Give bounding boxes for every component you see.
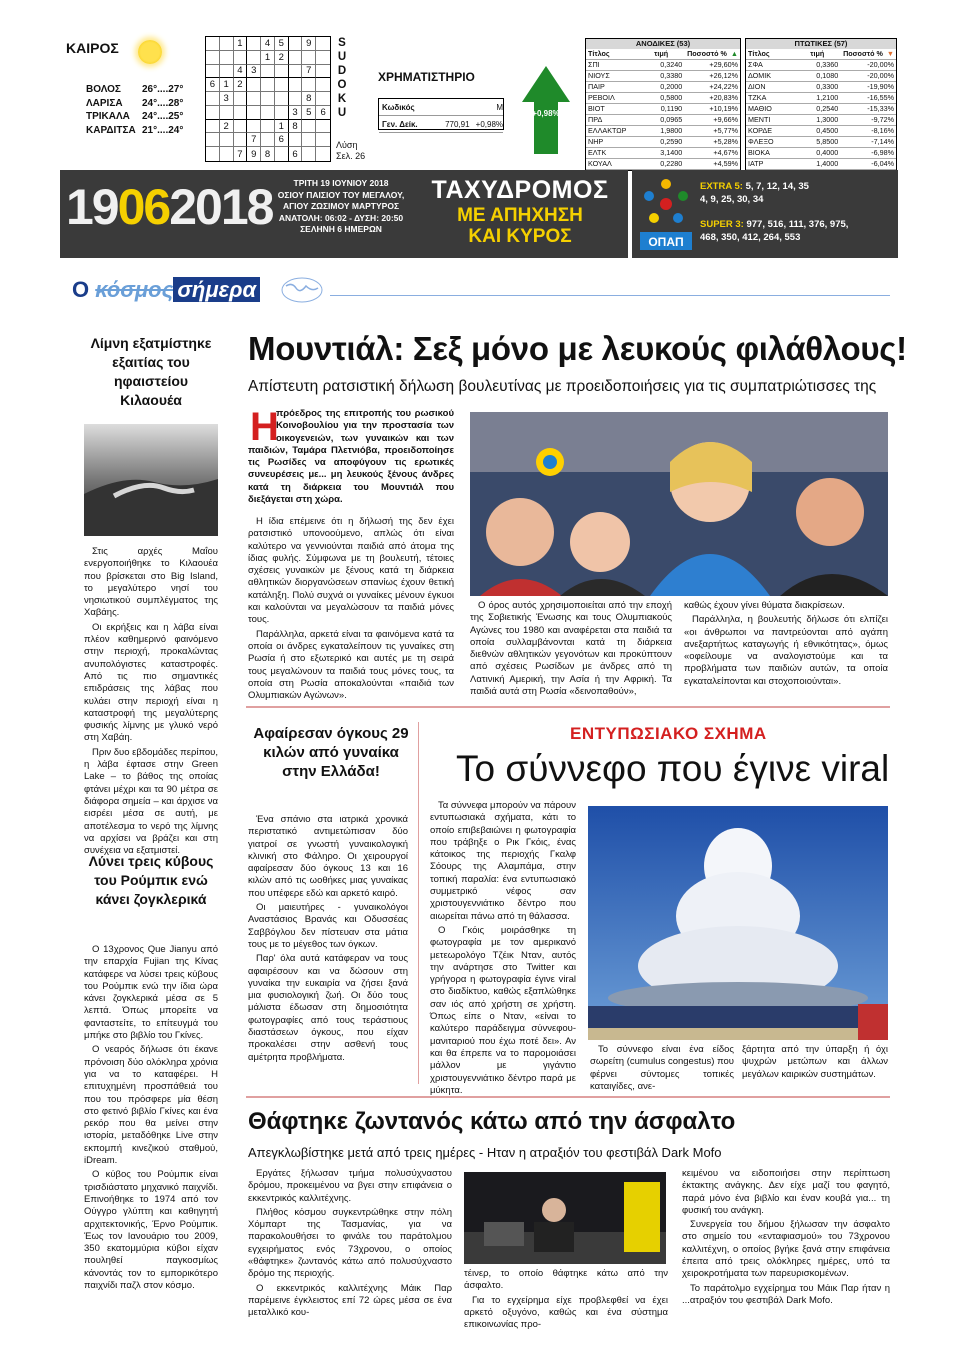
table-row xyxy=(586,115,740,126)
table-cell: -20,00% xyxy=(867,71,894,80)
stock-title: ΧΡΗΜΑΤΙΣΤΗΡΙΟ xyxy=(378,70,475,84)
table-cell: +4,67% xyxy=(713,148,738,157)
sudoku-cell xyxy=(261,78,275,92)
sudoku-cell: 4 xyxy=(234,65,248,79)
table-cell: ΦΛΕΞΟ xyxy=(748,137,774,146)
losers-header: Τίτλος τιμή Ποσοστό % ▼ xyxy=(746,49,896,60)
buried-col2: τέινερ, το οποίο θάφτηκε κάτω από την άσφαλτο. Για το εγχείρημα είχε προβλεφθεί να έχει αρκετό οξυγόνο, καθώς και ένα σύστημα επικοινωνίας προ- xyxy=(464,1268,668,1331)
sudoku-cell xyxy=(275,78,289,92)
table-cell: 0,2590 xyxy=(660,137,683,146)
mundial-subtitle: Απίστευτη ρατσιστική δήλωση βουλευτίνας με προειδοποιήσεις για τις συμπατριώτισσες της xyxy=(248,378,877,395)
table-row xyxy=(586,148,740,159)
sudoku-cell: 6 xyxy=(316,106,330,120)
table-cell: 0,5800 xyxy=(660,93,683,102)
weather-title: ΚΑΙΡΟΣ xyxy=(66,40,119,56)
table-cell: +24,22% xyxy=(709,82,738,91)
sudoku-cell: 2 xyxy=(220,120,234,134)
table-cell: 1,4000 xyxy=(816,159,839,168)
buried-col1: Εργάτες ξήλωσαν τμήμα πολυσύχναστου δρόμου, προκειμένου να βγει στην επιφάνεια ο εκκεντρικός καλλιτέχνης. Πλήθος κόσμου συγκεντρώθηκε στην πόλη Χόμπαρτ της Τασμανίας, για να παρακολουθήσει το φινάλε του παράτολμου εγχειρήματος ενός 73χρονου, ο οποίος «θάφτηκε» ζωντανός κάτω από πολυσύχναστο δρόμο της περιοχής. Ο εκκεντρικός καλλιτέχνης Μάικ Παρ παρέμεινε έγκλειστος επί 72 ώρες μέσα σε ένα μεταλλικό κου- xyxy=(248,1168,452,1319)
sudoku-cell xyxy=(206,65,220,79)
sudoku-cell xyxy=(316,120,330,134)
table-cell: ΕΛΛΑΚΤΩΡ xyxy=(588,126,627,135)
table-row xyxy=(746,159,896,170)
buried-subtitle: Απεγκλωβίστηκε μετά από τρεις ημέρες - Ηταν η ατραξιόν του φεστιβάλ Dark Mofo xyxy=(248,1145,722,1160)
sudoku-solution-ref: Λύση Σελ. 26 xyxy=(336,140,366,161)
cloud-title: Το σύννεφο που έγινε viral xyxy=(456,748,890,789)
newspaper-motto: ΤΑΧΥΔΡΟΜΟΣ ΜΕ ΑΠΗΧΗΣΗ ΚΑΙ ΚΥΡΟΣ xyxy=(431,176,609,247)
table-cell: 0,2540 xyxy=(816,104,839,113)
sudoku-cell xyxy=(206,51,220,65)
sudoku-cell: 4 xyxy=(261,37,275,51)
weather-row: ΛΑΡΙΣΑ 24°....28° xyxy=(86,97,184,109)
down-triangle-icon: ▼ xyxy=(886,49,894,58)
sudoku-cell: 1 xyxy=(234,37,248,51)
sudoku-cell xyxy=(261,120,275,134)
table-cell: ΚΟΥΑΛ xyxy=(588,159,612,168)
table-cell: ΔΟΜΙΚ xyxy=(748,71,772,80)
table-row xyxy=(746,126,896,137)
table-cell: -6,04% xyxy=(871,159,894,168)
sudoku-cell xyxy=(316,133,330,147)
rubik-body: Ο 13χρονος Que Jianyu από την επαρχία Fujian της Κίνας κατάφερε να λύσει τρεις κύβους του Ρούμπικ ενώ την ίδια ώρα κάνει ζογκλερικά μέσα σε 5 λεπτά. Όπως μπορείτε να φανταστείτε, το επίτευγμά του μπήκε στο βιβλίο του Γκίνες. Ο νεαρός δήλωσε ότι έκανε πρόνοιση δύο ολόκληρα χρόνια για να το καταφέρει. Η επιτυχημένη προσπάθειά του που του πρόσφερε μία θέση στο φετινό βιβλίο Γκίνες και ένα ρεκόρ που θα μείνει στην ιστορία, μεταδόθηκε Live στην εκπομπή κινεζικού σταθμού, iDream. Ο κύβος του Ρούμπικ είναι τρισδιάστατο μηχανικό παιχνίδι. Επινοήθηκε το 1974 από τον Ούγγρο γλύπτη και καθηγητή αρχιτεκτονικής, Έρνο Ρούμπικ. Έως τον Ιανουάριο του 2009, 350 εκατομμύρια κύβοι είχαν πουληθεί παγκοσμίως κάνοντάς τον το εμπορικότερο παιχνίδι παζλ στον κόσμο. xyxy=(84,944,218,1292)
sudoku-cell xyxy=(289,37,303,51)
sudoku-cell xyxy=(234,92,248,106)
sudoku-cell: 3 xyxy=(289,106,303,120)
cloud-body: Τα σύννεφα μπορούν να πάρουν εντυπωσιακά σχήματα, κάτι το οποίο επιβεβαιώνει η φωτογραφία που τράβηξε ο Ρικ Γκόις, ένας κάτοικος της περιοχής Γκαλφ Σόουρς της Αλαμπάμα, στην τοπική παραλία: ένα εντυπωσιακό συμμετρικό νέφος σαν χριστουγεννιάτικο δέντρο που αιωρείται πάνω από τη θάλασσα. Ο Γκόις μοιράσθηκε τη φωτογραφία με τον αμερικανό μετεωρολόγο Τζέικ Νταν, αυτός την ανάρτησε στο Twitter και γρήγορα η φωτογραφία έγινε viral στο διαδίκτυο, καθώς εξαπλώθηκε σαν ιός από χρήστη σε χρήστη. Όπως είπε ο Νταν, «είναι το καλύτερο παράδειγμα σύννεφου-μανιταριού που έχω ποτέ δει». Αν και θα έπρεπε να το παρομοιάσει μάλλον με γιγάντιο χριστουγεννιάτικο δέντρο παρά με μύκητα. xyxy=(430,800,576,1096)
sudoku-cell xyxy=(302,120,316,134)
gainers-table xyxy=(585,38,741,171)
sudoku-cell xyxy=(247,78,261,92)
buried-col3: κειμένου να ειδοποιήσει στην περίπτωση έκτακτης ανάγκης. Δεν είχε μαζί του φαγητό, παρά μόνο ένα βιβλίο και έναν κουβά για... τη φυσική του ανάγκη. Συνεργεία του δήμου ξήλωσαν την άσφαλτο στο σημείο του «ενταφιασμού» του 73χρονου καλλιτέχνη, ο οποίος βγήκε ξανά στην επιφάνεια έπειτα από τρεις ολόκληρες ημέρες, υπό τα χειροκροτήματα των παρευρισκομένων. Το παράτολμο εγχείρημα του Μάικ Παρ ήταν η ...ατραξιόν του φεστιβάλ Dark Mofo. xyxy=(682,1168,890,1306)
weather-row: ΒΟΛΟΣ 26°....27° xyxy=(86,84,184,95)
sudoku-cell: 8 xyxy=(289,120,303,134)
tumor-title: Αφαίρεσαν όγκους 29 κιλών από γυναίκα στην Ελλάδα! xyxy=(253,725,409,780)
sudoku-cell xyxy=(316,78,330,92)
table-cell: +20,83% xyxy=(709,93,738,102)
sudoku-cell xyxy=(275,106,289,120)
sudoku-cell: 6 xyxy=(206,78,220,92)
sudoku-cell xyxy=(234,120,248,134)
section-header: Ο κόσμος σήμερα xyxy=(72,277,260,303)
table-cell: ΤΖΚΑ xyxy=(748,93,767,102)
sudoku-cell: 6 xyxy=(289,147,303,161)
fans-photo xyxy=(470,412,888,596)
sudoku-cell: 8 xyxy=(302,92,316,106)
sudoku-cell xyxy=(289,133,303,147)
sudoku-cell xyxy=(220,147,234,161)
table-cell: +4,59% xyxy=(713,159,738,168)
sudoku-cell: 9 xyxy=(302,37,316,51)
table-row xyxy=(746,115,896,126)
sudoku-cell: 7 xyxy=(247,133,261,147)
cloud-bottom-col1: Το σύννεφο είναι ένα είδος σωρείτη (cumulus congestus) που φέρνει σύντομες τοπικές καταιγίδες, ανε- xyxy=(590,1044,734,1092)
sudoku-cell xyxy=(316,51,330,65)
sudoku-cell xyxy=(289,51,303,65)
gainers-header: Τίτλος τιμή Ποσοστό % ▲ xyxy=(588,49,738,58)
table-row xyxy=(746,82,896,93)
lake-body: Στις αρχές Μαΐου ενεργοποιήθηκε το Κιλαουέα που βρίσκεται στο Big Island, το μεγαλύτερο νησί του νησιωτικού συμπλέγματος της Χαβάης. Οι εκρήξεις και η λάβα είναι πλέον καθημερινό φαινόμενο στην περιοχή, προκαλώντας ανυπολόγιστες καταστροφές. Από τις πιο σημαντικές επιδράσεις της λάβας που κυλάει στην περιοχή είναι η καταστροφή της μεγαλύτερης φυσικής λίμνης με γλυκό νερό στη Χαβάη. Πριν δυο εβδομάδες περίπου, η λάβα έφτασε στην Green Lake – το βάθος της οποίας φτάνει μέχρι και τα 90 μέτρα σε διάφορα σημεία – και άρχισε να εισρέει μέσα σε αυτή, με αποτέλεσμα το νερό της λίμνης να αρχίσει να βράζει και στη συνέχεια να εξατμιστεί. xyxy=(84,546,218,857)
sudoku-cell xyxy=(289,65,303,79)
table-row xyxy=(586,126,740,137)
lotto-results: EXTRA 5: 5, 7, 12, 14, 35 4, 9, 25, 30, 34 SUPER 3: 977, 516, 111, 376, 975, 468, 350, 412, 264, 553 xyxy=(700,181,849,243)
table-cell: ΣΦΑ xyxy=(748,60,763,69)
weather-row: ΚΑΡΔΙΤΣΑ 21°....24° xyxy=(86,124,184,136)
sudoku-cell xyxy=(275,92,289,106)
divider xyxy=(246,706,890,708)
sudoku-cell: 5 xyxy=(275,37,289,51)
arrow-label: +0,98% xyxy=(532,109,560,118)
table-row xyxy=(586,71,740,82)
cloud-bottom-col2: ξάρτητα από την ύπαρξη ή όχι ψυχρών μετώπων και άλλων μεγάλων καιρικών συστημάτων. xyxy=(742,1044,888,1080)
table-cell: +5,77% xyxy=(713,126,738,135)
sudoku-cell xyxy=(316,37,330,51)
table-row xyxy=(586,60,740,71)
table-cell: ΝΗΡ xyxy=(588,137,604,146)
table-cell: 0,2000 xyxy=(660,82,683,91)
table-cell: +5,28% xyxy=(713,137,738,146)
table-cell: ΜΑΘΙΟ xyxy=(748,104,772,113)
sudoku-cell: 1 xyxy=(275,120,289,134)
table-cell: -9,72% xyxy=(871,115,894,124)
sudoku-cell: 5 xyxy=(302,106,316,120)
weather-row: ΤΡΙΚΑΛΑ 24°....25° xyxy=(86,111,184,122)
sudoku-cell: 8 xyxy=(261,147,275,161)
issue-date: 19062018 xyxy=(66,179,273,235)
sudoku-cell xyxy=(302,78,316,92)
table-row xyxy=(586,93,740,104)
table-cell: ΜΕΝΤΙ xyxy=(748,115,771,124)
sudoku-cell: 2 xyxy=(234,78,248,92)
divider xyxy=(246,1096,890,1098)
tumor-body: Ένα σπάνιο στα ιατρικά χρονικά περιστατικό αντιμετώπισαν δύο γιατροί σε γνωστή γυναικολογική κλινική στο Φάληρο. Οι χειρουργοί αφαίρεσαν δύο όγκους 13 και 16 κιλών από τις ωοθήκες μιας γυναίκας που υπέφερε εδώ και αρκετό καιρό. Οι μαιευτήρες - γυναικολόγοι Αναστάσιος Βρανάς και Οδυσσέας Σαββόγλου δεν πίστευαν στα μάτια τους με το μέγεθος των όγκων. Παρ' όλα αυτά κατάφεραν να τους αφαιρέσουν και να δώσουν στη γυναίκα την ευκαιρία να ζήσει ξανά μια φυσιολογική ζωή. Οι δύο τους μάλιστα έδωσαν στη δημοσιότητα φωτογραφίες από τους τεράστιους διαστάσεων όγκους, που είχαν προκαλέσει στην ασθενή τους αμέτρητα προβλήματα. xyxy=(248,814,408,1063)
sudoku-cell: 3 xyxy=(247,65,261,79)
stock-index-box xyxy=(378,98,504,130)
sudoku-cell xyxy=(302,51,316,65)
table-cell: 1,2100 xyxy=(816,93,839,102)
sudoku-cell xyxy=(234,51,248,65)
table-cell: ΔΙΟΝ xyxy=(748,82,766,91)
sudoku-cell: 7 xyxy=(234,147,248,161)
buried-photo xyxy=(464,1172,666,1264)
vertical-divider xyxy=(418,722,419,1084)
sudoku-cell xyxy=(247,92,261,106)
sudoku-cell xyxy=(316,65,330,79)
opap-logo-text: ΟΠΑΠ xyxy=(648,235,684,249)
sudoku-cell: 1 xyxy=(261,51,275,65)
mundial-col3: καθώς έχουν γίνει θύματα διακρίσεων. Παράλληλα, η βουλευτής δήλωσε ότι ελπίζει «οι άνθρωποι να παντρεύονται από αγάπη ανεξαρτήτως καταγωγής ή εθνικότητας», όμως «οφείλουμε να αναλογιστούμε και τα προβλήματα των παιδιών αυτών, τα οποία εγκαταλείπονται και στοχοποιούνται». xyxy=(684,600,888,687)
sudoku-cell xyxy=(261,133,275,147)
sudoku-cell xyxy=(220,51,234,65)
table-cell: ΝΙΟΥΣ xyxy=(588,71,610,80)
table-cell: 1,9800 xyxy=(660,126,683,135)
table-cell: 0,4500 xyxy=(816,126,839,135)
sudoku-cell xyxy=(261,92,275,106)
sudoku-cell xyxy=(206,147,220,161)
table-cell: ΣΠΙ xyxy=(588,60,600,69)
opap-logo-icon xyxy=(640,176,692,252)
table-row xyxy=(586,137,740,148)
mundial-headline: Μουντιάλ: Σεξ μόνο με λευκούς φιλάθλους! xyxy=(248,330,907,367)
sudoku-cell: 3 xyxy=(220,92,234,106)
table-cell: +26,12% xyxy=(709,71,738,80)
table-row xyxy=(746,104,896,115)
sudoku-cell xyxy=(316,92,330,106)
sudoku-cell: 6 xyxy=(275,133,289,147)
lake-title: Λίμνη εξατμίστηκε εξαιτίας του ηφαιστείου Κιλαουέα xyxy=(90,335,212,408)
sudoku-cell: 2 xyxy=(275,51,289,65)
cloud-kicker: ΕΝΤΥΠΩΣΙΑΚΟ ΣΧΗΜΑ xyxy=(570,724,767,743)
table-cell: +29,60% xyxy=(709,60,738,69)
table-cell: ΕΛΤΚ xyxy=(588,148,607,157)
table-cell: 0,3300 xyxy=(816,82,839,91)
sudoku-cell xyxy=(247,106,261,120)
sudoku-cell xyxy=(220,37,234,51)
sudoku-cell xyxy=(220,133,234,147)
up-arrow-icon xyxy=(522,66,570,154)
table-cell: -16,55% xyxy=(867,93,894,102)
table-cell: 5,8500 xyxy=(816,137,839,146)
table-cell: 0,3240 xyxy=(660,60,683,69)
rubik-title: Λύνει τρεις κύβους του Ρούμπικ ενώ κάνει ζογκλερικά xyxy=(88,853,214,907)
sudoku-cell: 1 xyxy=(220,78,234,92)
sudoku-grid xyxy=(205,36,331,162)
table-cell: ΠΑΙΡ xyxy=(588,82,605,91)
table-row xyxy=(746,60,896,71)
sudoku-cell xyxy=(275,147,289,161)
stock-header-row: Κωδικός Μ xyxy=(379,99,503,116)
sudoku-cell: 9 xyxy=(247,147,261,161)
volcano-photo xyxy=(84,424,218,536)
sudoku-cell xyxy=(261,106,275,120)
table-cell: 3,1400 xyxy=(660,148,683,157)
sudoku-cell xyxy=(206,37,220,51)
table-cell: 1,3000 xyxy=(816,115,839,124)
table-cell: ΚΟΡΔΕ xyxy=(748,126,773,135)
table-cell: 0,1080 xyxy=(816,71,839,80)
table-cell: ΡΕΒΟΙΛ xyxy=(588,93,615,102)
table-cell: -20,00% xyxy=(867,60,894,69)
table-cell: 0,0965 xyxy=(660,115,683,124)
sudoku-cell xyxy=(206,133,220,147)
sudoku-cell: 7 xyxy=(302,65,316,79)
table-row xyxy=(746,71,896,82)
stock-value-row: Γεν. Δείκ. 770,91 +0,98% xyxy=(379,116,503,133)
table-cell: 0,2280 xyxy=(660,159,683,168)
losers-title: ΠΤΩΤΙΚΕΣ (57) xyxy=(746,39,896,49)
mundial-col2: Ο όρος αυτός χρησιμοποιείται από την εποχή της Σοβιετικής Ένωσης και τους Ολυμπιακούς Αγώνες του 1980 και αναφέρεται στα παιδιά τα οποία συλλαμβάνονται κατά τη διάρκεια διεθνών αθλητικών γεγονότων και προκύπτουν από σχέσεις Ρωσίδων με άνδρες από τη Λατινική Αμερική, την Ασία ή την Αφρική. Τα παιδιά αυτά στη Ρωσία «δεινοπαθούν», xyxy=(470,600,672,698)
mundial-dropcap: Η xyxy=(250,405,279,449)
sudoku-cell xyxy=(316,147,330,161)
sudoku-cell xyxy=(234,133,248,147)
table-row xyxy=(746,137,896,148)
table-cell: ΒΙΟΤ xyxy=(588,104,605,113)
table-row xyxy=(746,148,896,159)
sun-icon xyxy=(138,40,162,64)
table-cell: -8,16% xyxy=(871,126,894,135)
sudoku-cell xyxy=(247,120,261,134)
sudoku-cell xyxy=(234,106,248,120)
header-rule xyxy=(330,295,890,296)
mundial-col1: Η ίδια επέμεινε ότι η δήλωσή της δεν έχει ρατσιστικό υπονοούμενο, απλώς ότι είναι καλύτερο να γεννιούνται παιδιά από άτομα της ίδιας φυλής. Σύμφωνα με τη βουλευτή, τέτοιες σχέσεις γυναικών με ξένους κατά τη διάρκεια αθλητικών διοργανώσεων σπανίως έχουν θετική κατάληξη. Πολύ συχνά οι γυναίκες μένουν έγκυοι και καλούνται να μεγαλώσουν τα παιδιά μόνες τους. Παράλληλα, αρκετά είναι τα φαινόμενα κατά τα οποία οι άνδρες εγκαταλείπουν τις γυναίκες στη Ρωσία ή στο εξωτερικό και αυτές με τη σειρά τους μεγαλώνουν τα παιδιά τους μόνες τους, τα οποία στη Ρωσία αποκαλούνται «παιδιά των Ολυμπιακών Αγώνων». xyxy=(248,516,454,702)
losers-table xyxy=(745,38,897,171)
sudoku-cell xyxy=(275,65,289,79)
table-row xyxy=(586,159,740,170)
sudoku-cell xyxy=(289,92,303,106)
sudoku-word: S U D O K U xyxy=(337,37,347,119)
up-triangle-icon: ▲ xyxy=(730,49,738,58)
table-row xyxy=(586,82,740,93)
table-row xyxy=(746,93,896,104)
world-map-icon xyxy=(280,276,324,304)
cloud-photo xyxy=(588,806,888,1040)
sudoku-cell xyxy=(247,37,261,51)
table-cell: -15,33% xyxy=(867,104,894,113)
table-cell: -7,14% xyxy=(871,137,894,146)
sudoku-cell xyxy=(289,78,303,92)
table-cell: 0,1190 xyxy=(660,104,683,113)
sudoku-cell xyxy=(220,106,234,120)
date-info: ΤΡΙΤΗ 19 ΙΟΥΝΙΟΥ 2018 ΟΣΙΟΥ ΠΑΙΣΙΟΥ ΤΟΥ ΜΕΓΑΛΟΥ, ΑΓΙΟΥ ΖΩΣΙΜΟΥ ΜΑΡΤΥΡΟΣ ΑΝΑΤΟΛΗ: 06:02 - ΔΥΣΗ: 20:50 ΣΕΛΗΝΗ 6 ΗΜΕΡΩΝ xyxy=(277,178,405,234)
table-cell: -19,90% xyxy=(867,82,894,91)
weather-table xyxy=(86,84,183,138)
sudoku-cell xyxy=(302,147,316,161)
table-cell: ΙΑΤΡ xyxy=(748,159,764,168)
sudoku-cell xyxy=(302,133,316,147)
mundial-lead: πρόεδρος της επιτροπής του ρωσικού Κοινοβουλίου για την προστασία των οικογενειών, των γυναικών και των παιδιών, Ταμάρα Πλετνιόβα, προειδοποίησε τις Ρωσίδες να αποφύγουν τις ερωτικές συνευρέσεις με... μη λευκούς ξένους άνδρες κατά τη διάρκεια του Μουντιάλ που διεξάγεται στη χώρα. xyxy=(248,408,454,506)
sudoku-cell xyxy=(206,120,220,134)
buried-title: Θάφτηκε ζωντανός κάτω από την άσφαλτο xyxy=(248,1108,736,1135)
table-cell: 0,3360 xyxy=(816,60,839,69)
sudoku-cell xyxy=(206,92,220,106)
sudoku-cell xyxy=(220,65,234,79)
table-cell: +9,66% xyxy=(713,115,738,124)
table-cell: 0,3380 xyxy=(660,71,683,80)
sudoku-cell xyxy=(206,106,220,120)
table-cell: 0,4000 xyxy=(816,148,839,157)
table-cell: ΠΡΔ xyxy=(588,115,603,124)
table-cell: +10,19% xyxy=(709,104,738,113)
table-cell: ΒΙΟΚΑ xyxy=(748,148,770,157)
table-cell: -6,98% xyxy=(871,148,894,157)
sudoku-cell xyxy=(247,51,261,65)
gainers-title: ΑΝΟΔΙΚΕΣ (53) xyxy=(586,39,740,49)
sudoku-cell xyxy=(261,65,275,79)
table-row xyxy=(586,104,740,115)
